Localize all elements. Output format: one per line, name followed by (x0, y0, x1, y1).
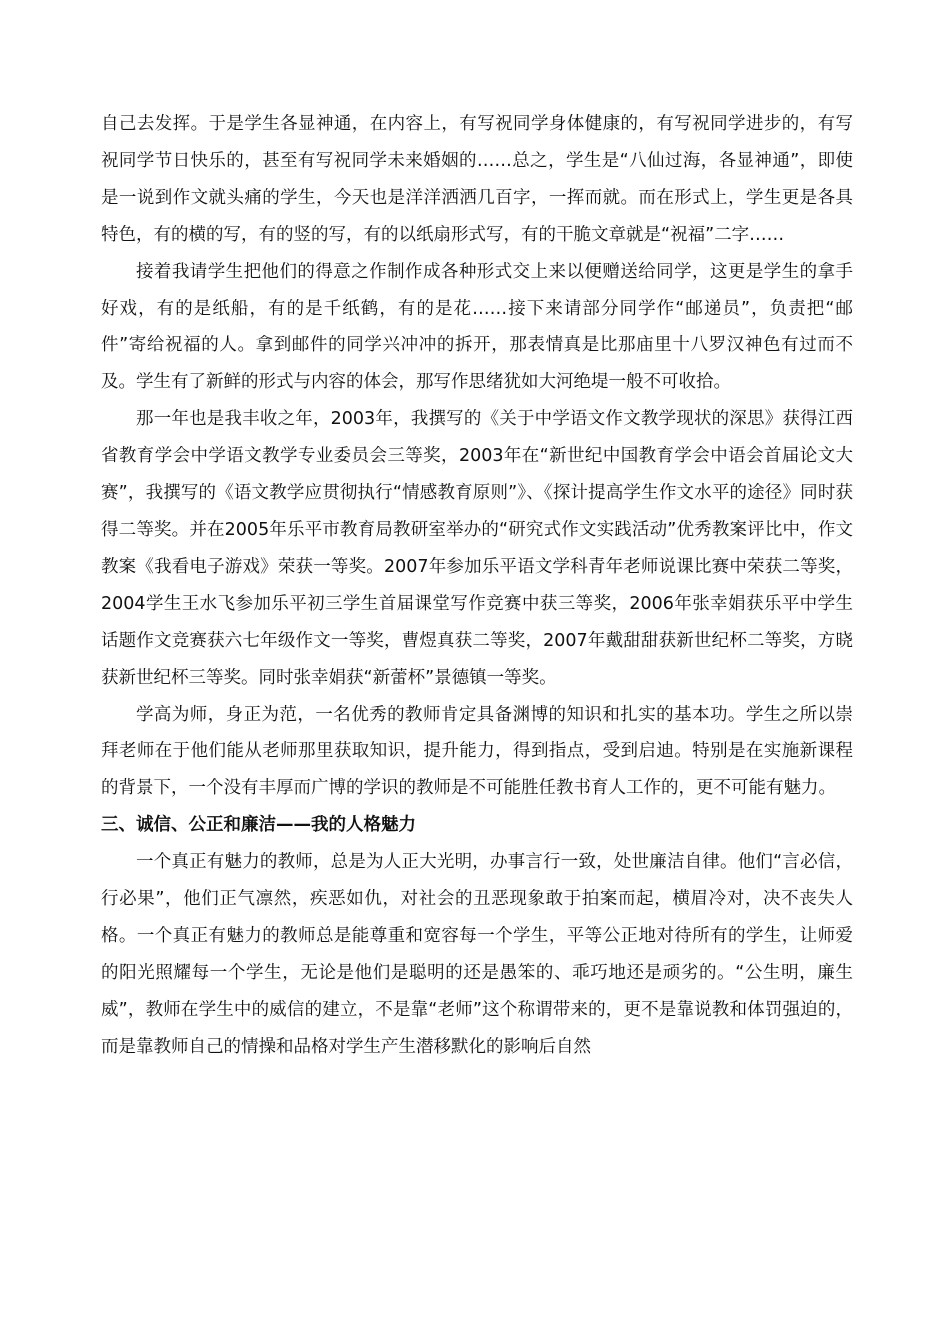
paragraph-continuation: 自己去发挥。于是学生各显神通，在内容上，有写祝同学身体健康的，有写祝同学进步的，有写祝同学节日快乐的，甚至有写祝同学未来婚姻的……总之，学生是“八仙过海，各显神通”，即使是一说到作文就头痛的学生，今天也是洋洋洒洒几百字，一挥而就。而在形式上，学生更是各具特色，有的横的写，有的竖的写，有的以纸扇形式写，有的干脆文章就是“祝福”二字…… (101, 114, 853, 245)
paragraph-teacher-knowledge: 学高为师，身正为范，一名优秀的教师肯定具备渊博的知识和扎实的基本功。学生之所以崇拜老师在于他们能从老师那里获取知识，提升能力，得到指点，受到启迪。特别是在实施新课程的背景下，一个没有丰厚而广博的学识的教师是不可能胜任教书育人工作的，更不可能有魅力。 (101, 704, 853, 799)
document-body (101, 106, 853, 1066)
section-heading: 三、诚信、公正和廉洁——我的人格魅力 (101, 815, 416, 836)
paragraph-awards: 那一年也是我丰收之年，2003年，我撰写的《关于中学语文作文教学现状的深思》获得江西省教育学会中学语文教学专业委员会三等奖，2003年在“新世纪中国教育学会中语会首届论文大赛”，我撰写的《语文教学应贯彻执行“情感教育原则”》、《探计提高学生作文水平的途径》同时获得二等奖。并在2005年乐平市教育局教研室举办的“研究式作文实践活动”优秀教案评比中，作文教案《我看电子游戏》荣获一等奖。2007年参加乐平语文学科青年老师说课比赛中荣获二等奖，2004学生王水飞参加乐平初三学生首届课堂写作竞赛中获三等奖，2006年张幸娟获乐平中学生话题作文竞赛获六七年级作文一等奖，曹煜真获二等奖，2007年戴甜甜获新世纪杯二等奖，方晓获新世纪杯三等奖。同时张幸娟获“新蕾杯”景德镇一等奖。 (101, 409, 853, 688)
paragraph-gift-making: 接着我请学生把他们的得意之作制作成各种形式交上来以便赠送给同学，这更是学生的拿手好戏，有的是纸船，有的是千纸鹤，有的是花……接下来请部分同学作“邮递员”，负责把“邮件”寄给祝福的人。拿到邮件的同学兴冲冲的拆开，那表情真是比那庙里十八罗汉神色有过而不及。学生有了新鲜的形式与内容的体会，那写作思绪犹如大河绝堤一般不可收拾。 (101, 261, 853, 393)
paragraph-personal-charm: 一个真正有魅力的教师，总是为人正大光明，办事言行一致，处世廉洁自律。他们“言必信，行必果”，他们正气凛然，疾恶如仇，对社会的丑恶现象敢于拍案而起，横眉冷对，决不丧失人格。一个真正有魅力的教师总是能尊重和宽容每一个学生，平等公正地对待所有的学生，让师爱的阳光照耀每一个学生，无论是他们是聪明的还是愚笨的、乖巧地还是顽劣的。“公生明，廉生威”，教师在学生中的威信的建立，不是靠“老师”这个称谓带来的，更不是靠说教和体罚强迫的，而是靠教师自己的情操和品格对学生产生潜移默化的影响后自然 (101, 852, 853, 1057)
